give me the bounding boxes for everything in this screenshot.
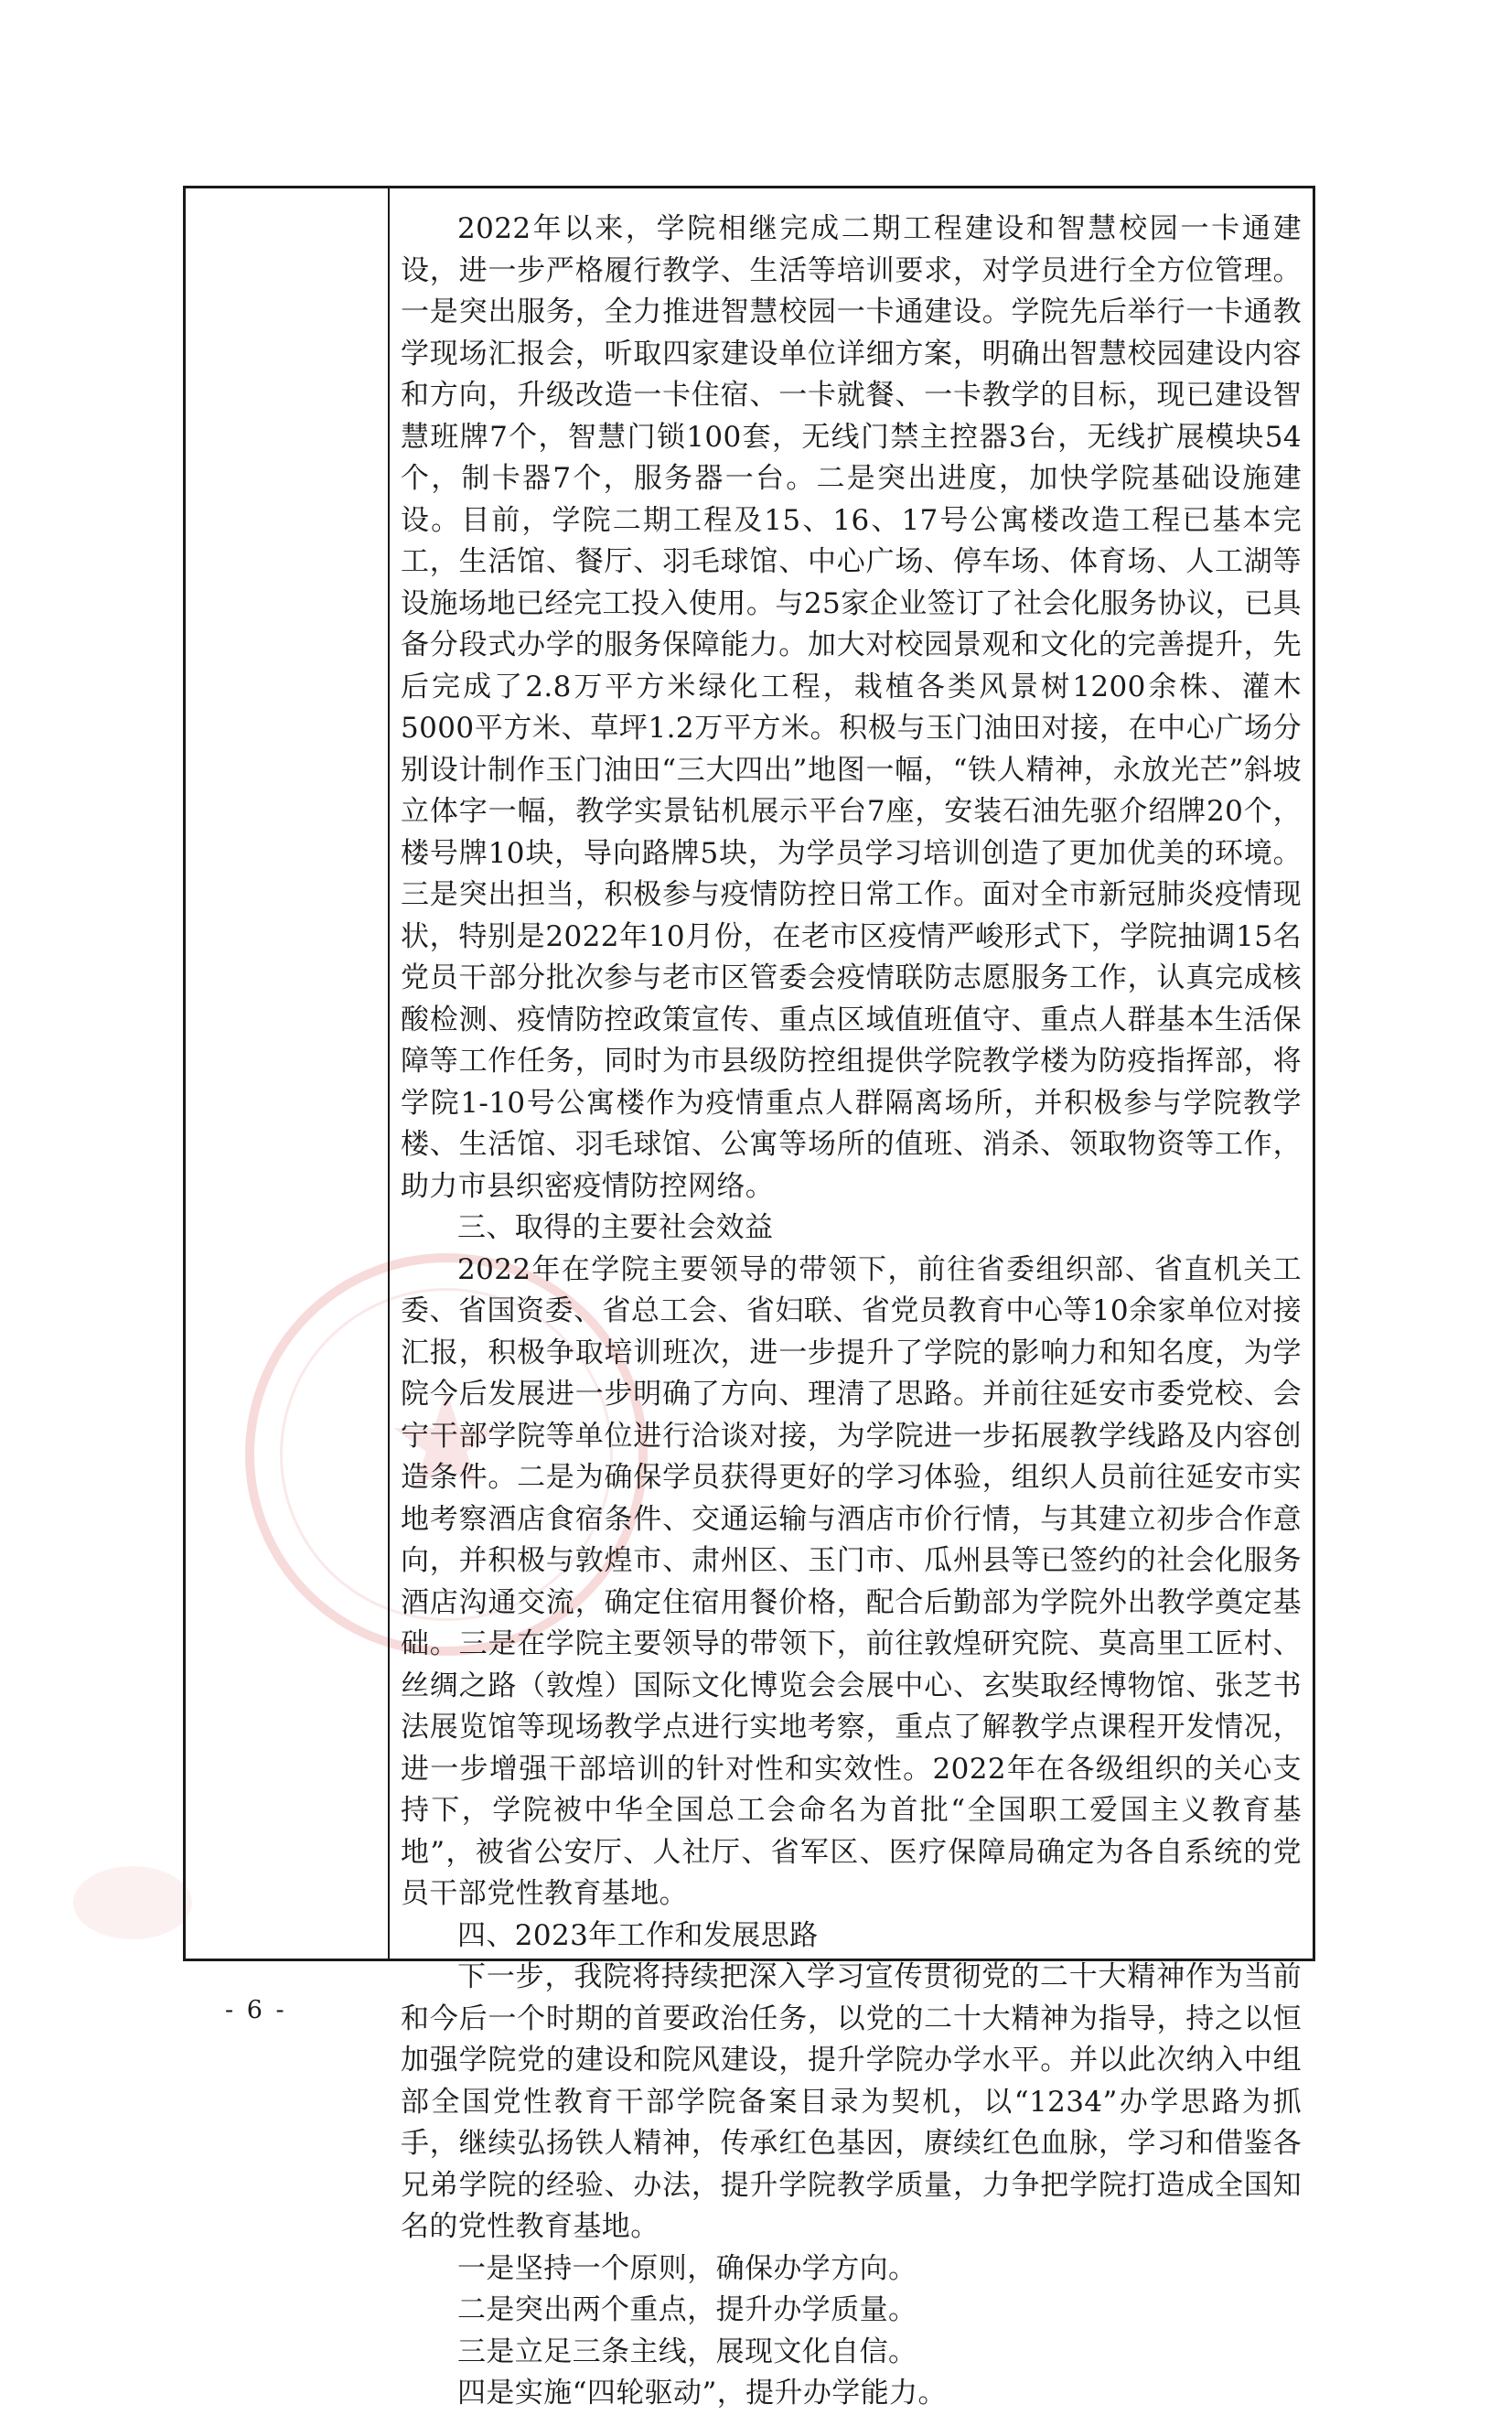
list-item: 二是突出两个重点，提升办学质量。 (457, 2293, 917, 2326)
list-item: 四是实施“四轮驱动”，提升办学能力。 (457, 2377, 947, 2410)
list-item: 一是坚持一个原则，确保办学方向。 (457, 2251, 917, 2285)
paragraph-2023-plan: 下一步，我院将持续把深入学习宣传贯彻党的二十大精神作为当前和今后一个时期的首要政治任务，以党的二十大精神为指导，持之以恒加强学院党的建设和院风建设，提升学院办学水平。并以此次纳入中组部全国党性教育干部学院备案目录为契机，以“1234”办学思路为抓手，继续弘扬铁人精神，传承红色基因，赓续红色血脉，学习和借鉴各兄弟学院的经验、办法，提升学院教学质量，力争把学院打造成全国知名的党性教育基地。 (401, 1960, 1302, 2243)
seal-star-icon: ★ (384, 1363, 509, 1522)
heading-social-benefits: 三、取得的主要社会效益 (457, 1211, 774, 1244)
list-item: 三是立足三条主线，展现文化自信。 (457, 2334, 917, 2368)
table-column-divider (388, 188, 390, 1959)
heading-2023-plan: 四、2023年工作和发展思路 (457, 1918, 819, 1952)
form-table-frame (183, 186, 1315, 2410)
paragraph-progress: 2022年以来，学院相继完成二期工程建设和智慧校园一卡通建设，进一步严格履行教学、生活等培训要求，对学员进行全方位管理。一是突出服务，全力推进智慧校园一卡通建设。学院先后举行一卡通教学现场汇报会，听取四家建设单位详细方案，明确出智慧校园建设内容和方向，升级改造一卡住宿、一卡就餐、一卡教学的目标，现已建设智慧班牌7个，智慧门锁100套，无线门禁主控器3台，无线扩展模块54个，制卡器7个，服务器一台。二是突出进度，加快学院基础设施建设。目前，学院二期工程及15、16、17号公寓楼改造工程已基本完工，生活馆、餐厅、羽毛球馆、中心广场、停车场、体育场、人工湖等设施场地已经完工投入使用。与25家企业签订了社会化服务协议，已具备分段式办学的服务保障能力。加大对校园景观和文化的完善提升，先后完成了2.8万平方米绿化工程，栽植各类风景树1200余株、灌木5000平方米、草坪1.2万平方米。积极与玉门油田对接，在中心广场分别设计制作玉门油田“三大四出”地图一幅，“铁人精神，永放光芒”斜坡立体字一幅，教学实景钻机展示平台7座，安装石油先驱介绍牌20个，楼号牌10块，导向路牌5块，为学员学习培训创造了更加优美的环境。三是突出担当，积极参与疫情防控日常工作。面对全市新冠肺炎疫情现状，特别是2022年10月份，在老市区疫情严峻形式下，学院抽调15名党员干部分批次参与老市区管委会疫情联防志愿服务工作，认真完成核酸检测、疫情防控政策宣传、重点区域值班值守、重点人群基本生活保障等工作任务，同时为市县级防控组提供学院教学楼为防疫指挥部，将学院1-10号公寓楼作为疫情重点人群隔离场所，并积极参与学院教学楼、生活馆、羽毛球馆、公寓等场所的值班、消杀、领取物资等工作，助力市县织密疫情防控网络。 (401, 212, 1302, 1203)
red-ink-smudge (73, 1866, 192, 1939)
paragraph-social-benefits: 2022年在学院主要领导的带领下，前往省委组织部、省直机关工委、省国资委、省总工会、省妇联、省党员教育中心等10余家单位对接汇报，积极争取培训班次，进一步提升了学院的影响力和知名度，为学院今后发展进一步明确了方向、理清了思路。并前往延安市委党校、会宁干部学院等单位进行洽谈对接，为学院进一步拓展教学线路及内容创造条件。二是为确保学员获得更好的学习体验，组织人员前往延安市实地考察酒店食宿条件、交通运输与酒店市价行情，与其建立初步合作意向，并积极与敦煌市、肃州区、玉门市、瓜州县等已签约的社会化服务酒店沟通交流，确定住宿用餐价格，配合后勤部为学院外出教学奠定基础。三是在学院主要领导的带领下，前往敦煌研究院、莫高里工匠村、丝绸之路（敦煌）国际文化博览会会展中心、玄奘取经博物馆、张芝书法展览馆等现场教学点进行实地考察，重点了解教学点课程开发情况，进一步增强干部培训的针对性和实效性。2022年在各级组织的关心支持下，学院被中华全国总工会命名为首批“全国职工爱国主义教育基地”，被省公安厅、人社厅、省军区、医疗保障局确定为各自系统的党员干部党性教育基地。 (401, 1252, 1302, 1910)
page-number: - 6 - (225, 1996, 287, 2024)
body-content (401, 209, 1302, 2415)
